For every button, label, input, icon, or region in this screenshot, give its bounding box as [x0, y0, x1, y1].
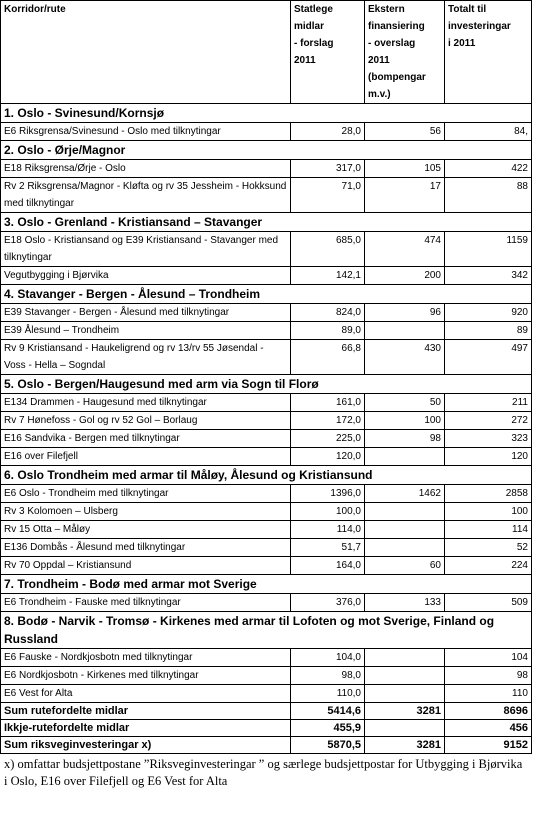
state-funds-cell: 110,0 [291, 685, 365, 703]
external-funding-cell: 105 [365, 160, 445, 178]
route-name: E16 Sandvika - Bergen med tilknytingar [1, 430, 291, 448]
section-row [1, 375, 532, 394]
state-funds-cell: 100,0 [291, 503, 365, 521]
sum-label: Sum rutefordelte midlar [1, 703, 291, 720]
route-name: E39 Stavanger - Bergen - Ålesund med tilknytingar [1, 304, 291, 322]
total-investment-cell: 323 [445, 430, 532, 448]
external-funding-cell [365, 521, 445, 539]
state-funds-cell: 114,0 [291, 521, 365, 539]
route-name: E6 Nordkjosbotn - Kirkenes med tilknytingar [1, 667, 291, 685]
table-row [1, 340, 532, 375]
state-funds-cell: 66,8 [291, 340, 365, 375]
external-funding-cell [365, 649, 445, 667]
sum-label: Sum riksveginvesteringar x) [1, 737, 291, 754]
state-funds-cell: 104,0 [291, 649, 365, 667]
sum-total-investment: 456 [445, 720, 532, 737]
route-name: Rv 15 Otta – Måløy [1, 521, 291, 539]
table-row [1, 485, 532, 503]
section-title: 1. Oslo - Svinesund/Kornsjø [1, 104, 532, 123]
section-row [1, 104, 532, 123]
route-name: E18 Riksgrensa/Ørje - Oslo [1, 160, 291, 178]
table-row [1, 685, 532, 703]
section-row [1, 213, 532, 232]
total-investment-cell: 98 [445, 667, 532, 685]
state-funds-cell: 317,0 [291, 160, 365, 178]
state-funds-cell: 51,7 [291, 539, 365, 557]
total-investment-cell: 104 [445, 649, 532, 667]
sum-total-investment: 9152 [445, 737, 532, 754]
route-name: E39 Ålesund – Trondheim [1, 322, 291, 340]
state-funds-cell: 164,0 [291, 557, 365, 575]
state-funds-cell: 98,0 [291, 667, 365, 685]
total-investment-cell: 509 [445, 594, 532, 612]
table-row [1, 557, 532, 575]
header-external-funding: Ekstern finansiering - overslag 2011 (bompengar m.v.) [365, 1, 445, 104]
total-investment-cell: 52 [445, 539, 532, 557]
total-investment-cell: 110 [445, 685, 532, 703]
table-row [1, 178, 532, 213]
section-row [1, 575, 532, 594]
state-funds-cell: 685,0 [291, 232, 365, 267]
route-name: Rv 70 Oppdal – Kristiansund [1, 557, 291, 575]
sum-row [1, 737, 532, 754]
state-funds-cell: 824,0 [291, 304, 365, 322]
total-investment-cell: 2858 [445, 485, 532, 503]
table-row [1, 123, 532, 141]
total-investment-cell: 342 [445, 267, 532, 285]
table-row [1, 539, 532, 557]
external-funding-cell: 430 [365, 340, 445, 375]
route-name: E16 over Filefjell [1, 448, 291, 466]
route-name: E6 Oslo - Trondheim med tilknytingar [1, 485, 291, 503]
sum-total-investment: 8696 [445, 703, 532, 720]
state-funds-cell: 142,1 [291, 267, 365, 285]
table-row [1, 521, 532, 539]
route-name: E6 Vest for Alta [1, 685, 291, 703]
table-header-row [1, 1, 532, 104]
section-title: 5. Oslo - Bergen/Haugesund med arm via Sogn til Florø [1, 375, 532, 394]
total-investment-cell: 114 [445, 521, 532, 539]
total-investment-cell: 272 [445, 412, 532, 430]
total-investment-cell: 422 [445, 160, 532, 178]
table-row [1, 232, 532, 267]
sum-external-funding: 3281 [365, 703, 445, 720]
state-funds-cell: 1396,0 [291, 485, 365, 503]
total-investment-cell: 1159 [445, 232, 532, 267]
state-funds-cell: 28,0 [291, 123, 365, 141]
external-funding-cell: 100 [365, 412, 445, 430]
external-funding-cell [365, 448, 445, 466]
state-funds-cell: 89,0 [291, 322, 365, 340]
external-funding-cell [365, 503, 445, 521]
sum-row [1, 720, 532, 737]
header-total-investment: Totalt til investeringar i 2011 [445, 1, 532, 104]
table-row [1, 667, 532, 685]
route-name: E136 Dombås - Ålesund med tilknytingar [1, 539, 291, 557]
total-investment-cell: 84, [445, 123, 532, 141]
table-row [1, 304, 532, 322]
external-funding-cell [365, 667, 445, 685]
section-title: 6. Oslo Trondheim med armar til Måløy, Ålesund og Kristiansund [1, 466, 532, 485]
section-title: 3. Oslo - Grenland - Kristiansand – Stavanger [1, 213, 532, 232]
total-investment-cell: 88 [445, 178, 532, 213]
external-funding-cell: 96 [365, 304, 445, 322]
section-title: 8. Bodø - Narvik - Tromsø - Kirkenes med armar til Lofoten og mot Sverige, Finland og Russland [1, 612, 532, 649]
total-investment-cell: 224 [445, 557, 532, 575]
route-name: E134 Drammen - Haugesund med tilknytingar [1, 394, 291, 412]
sum-external-funding [365, 720, 445, 737]
route-name: Vegutbygging i Bjørvika [1, 267, 291, 285]
route-name: E18 Oslo - Kristiansand og E39 Kristiansand - Stavanger med tilknytingar [1, 232, 291, 267]
table-row [1, 394, 532, 412]
sum-state-funds: 5870,5 [291, 737, 365, 754]
header-corridor: Korridor/rute [1, 1, 291, 104]
route-name: Rv 2 Riksgrensa/Magnor - Kløfta og rv 35 Jessheim - Hokksund med tilknytingar [1, 178, 291, 213]
external-funding-cell: 50 [365, 394, 445, 412]
sum-row [1, 703, 532, 720]
table-row [1, 322, 532, 340]
sum-external-funding: 3281 [365, 737, 445, 754]
table-row [1, 448, 532, 466]
state-funds-cell: 376,0 [291, 594, 365, 612]
route-name: Rv 9 Kristiansand - Haukeligrend og rv 13/rv 55 Jøsendal - Voss - Hella – Sogndal [1, 340, 291, 375]
external-funding-cell: 17 [365, 178, 445, 213]
table-row [1, 594, 532, 612]
table-row [1, 267, 532, 285]
external-funding-cell: 56 [365, 123, 445, 141]
section-row [1, 141, 532, 160]
total-investment-cell: 211 [445, 394, 532, 412]
state-funds-cell: 161,0 [291, 394, 365, 412]
route-name: E6 Fauske - Nordkjosbotn med tilknytingar [1, 649, 291, 667]
sum-state-funds: 5414,6 [291, 703, 365, 720]
route-name: E6 Riksgrensa/Svinesund - Oslo med tilknytingar [1, 123, 291, 141]
table-body [1, 104, 532, 754]
section-row [1, 612, 532, 649]
external-funding-cell: 1462 [365, 485, 445, 503]
state-funds-cell: 120,0 [291, 448, 365, 466]
external-funding-cell [365, 539, 445, 557]
external-funding-cell: 474 [365, 232, 445, 267]
footnote: x) omfattar budsjettpostane ”Riksveginvesteringar ” og særlege budsjettpostar for Utbygging i Bjørvika i Oslo, E16 over Filefjell og E6 Vest for Alta [4, 757, 523, 788]
total-investment-cell: 89 [445, 322, 532, 340]
table-row [1, 649, 532, 667]
table-row [1, 412, 532, 430]
section-title: 2. Oslo - Ørje/Magnor [1, 141, 532, 160]
external-funding-cell [365, 322, 445, 340]
state-funds-cell: 172,0 [291, 412, 365, 430]
route-name: Rv 7 Hønefoss - Gol og rv 52 Gol – Borlaug [1, 412, 291, 430]
section-title: 7. Trondheim - Bodø med armar mot Sverige [1, 575, 532, 594]
state-funds-cell: 71,0 [291, 178, 365, 213]
route-name: E6 Trondheim - Fauske med tilknytingar [1, 594, 291, 612]
external-funding-cell [365, 685, 445, 703]
external-funding-cell: 60 [365, 557, 445, 575]
route-name: Rv 3 Kolomoen – Ulsberg [1, 503, 291, 521]
external-funding-cell: 133 [365, 594, 445, 612]
section-title: 4. Stavanger - Bergen - Ålesund – Trondheim [1, 285, 532, 304]
section-row [1, 466, 532, 485]
table-row [1, 160, 532, 178]
section-row [1, 285, 532, 304]
total-investment-cell: 100 [445, 503, 532, 521]
external-funding-cell: 98 [365, 430, 445, 448]
table-row [1, 503, 532, 521]
sum-label: Ikkje-rutefordelte midlar [1, 720, 291, 737]
total-investment-cell: 120 [445, 448, 532, 466]
state-funds-cell: 225,0 [291, 430, 365, 448]
external-funding-cell: 200 [365, 267, 445, 285]
total-investment-cell: 920 [445, 304, 532, 322]
header-state-funds: Statlege midlar - forslag 2011 [291, 1, 365, 104]
table-row [1, 430, 532, 448]
total-investment-cell: 497 [445, 340, 532, 375]
sum-state-funds: 455,9 [291, 720, 365, 737]
